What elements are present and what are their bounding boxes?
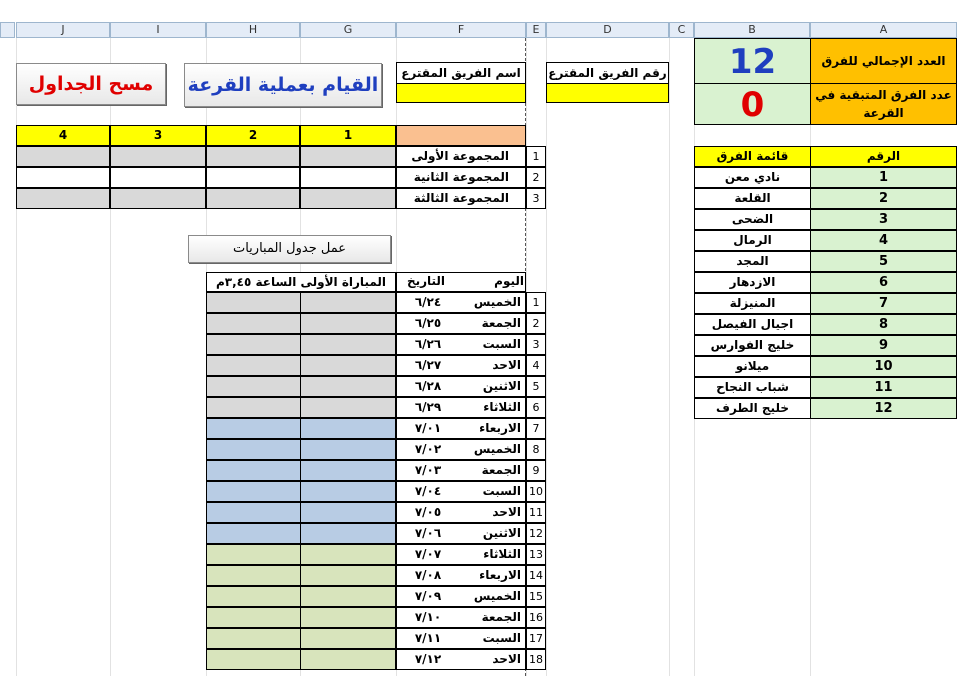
schedule-day-header: اليوم (494, 274, 524, 288)
column-header[interactable]: I (110, 22, 206, 38)
group-slot-cell[interactable] (206, 188, 300, 209)
gridline (546, 38, 547, 676)
schedule-date: ٧/٠٩ (414, 589, 442, 603)
group-header-blank (396, 125, 526, 146)
group-slot-cell[interactable] (16, 188, 110, 209)
team-name: شباب النجاح (694, 377, 811, 398)
schedule-date: ٦/٢٩ (414, 400, 442, 414)
column-header[interactable]: D (546, 22, 669, 38)
team-name-label: اسم الفريق المقترع (396, 62, 526, 84)
schedule-day: الجمعة (481, 316, 521, 330)
group-slot-cell[interactable] (110, 188, 206, 209)
team-number: 7 (810, 293, 957, 314)
match-cell[interactable] (206, 418, 301, 439)
team-name: المنيزلة (694, 293, 811, 314)
schedule-date: ٧/٠٣ (414, 463, 442, 477)
group-slot-cell[interactable] (16, 146, 110, 167)
total-teams-value[interactable]: 12 (694, 38, 811, 84)
column-header[interactable]: B (694, 22, 810, 38)
schedule-day: الثلاثاء (483, 400, 521, 414)
column-header[interactable]: E (526, 22, 546, 38)
schedule-day: الاحد (492, 505, 521, 519)
match-cell[interactable] (300, 502, 396, 523)
schedule-row-number: 6 (526, 397, 546, 418)
schedule-day: الاثنين (482, 526, 521, 540)
schedule-date: ٦/٢٤ (414, 295, 442, 309)
match-cell[interactable] (206, 523, 301, 544)
schedule-date-cell (396, 439, 526, 460)
schedule-date: ٦/٢٨ (414, 379, 442, 393)
match-cell[interactable] (206, 334, 301, 355)
schedule-date-cell (396, 418, 526, 439)
run-draw-button[interactable]: القيام بعملية القرعة (184, 63, 382, 107)
schedule-date: ٧/٠٦ (414, 526, 442, 540)
team-number: 4 (810, 230, 957, 251)
team-number-label: رقم الفريق المقترع (546, 62, 669, 84)
team-number: 10 (810, 356, 957, 377)
match-cell[interactable] (300, 481, 396, 502)
match-cell[interactable] (206, 292, 301, 313)
group-row-number: 1 (526, 146, 546, 167)
match-cell[interactable] (300, 544, 396, 565)
match-cell[interactable] (300, 649, 396, 670)
group-slot-cell[interactable] (206, 167, 300, 188)
schedule-day: الجمعة (481, 610, 521, 624)
team-name: خليج الطرف (694, 398, 811, 419)
match-cell[interactable] (206, 439, 301, 460)
schedule-day: الخميس (473, 589, 521, 603)
group-slot-cell[interactable] (300, 167, 396, 188)
team-number: 8 (810, 314, 957, 335)
group-column-header: 3 (110, 125, 206, 146)
schedule-date: ٧/٠١ (414, 421, 442, 435)
schedule-day: الجمعة (481, 463, 521, 477)
team-number: 12 (810, 398, 957, 419)
schedule-row-number: 3 (526, 334, 546, 355)
schedule-row-number: 11 (526, 502, 546, 523)
match-cell[interactable] (206, 397, 301, 418)
column-header[interactable]: A (810, 22, 957, 38)
schedule-date: ٧/٠٨ (414, 568, 442, 582)
schedule-day: الثلاثاء (483, 547, 521, 561)
match-cell[interactable] (206, 544, 301, 565)
column-header[interactable]: J (16, 22, 110, 38)
match-cell[interactable] (300, 334, 396, 355)
schedule-row-number: 10 (526, 481, 546, 502)
match-cell[interactable] (206, 460, 301, 481)
match-cell[interactable] (300, 607, 396, 628)
group-name: المجموعة الثانية (396, 167, 526, 188)
team-name: الضحى (694, 209, 811, 230)
schedule-row-number: 13 (526, 544, 546, 565)
schedule-day: الاحد (492, 358, 521, 372)
schedule-date-cell (396, 397, 526, 418)
match-cell[interactable] (300, 628, 396, 649)
schedule-row-number: 16 (526, 607, 546, 628)
schedule-date: ٦/٢٦ (414, 337, 442, 351)
teams-name-header: قائمة الفرق (694, 146, 811, 167)
match-cell[interactable] (300, 397, 396, 418)
schedule-date: ٧/٠٧ (414, 547, 442, 561)
match-cell[interactable] (300, 586, 396, 607)
team-number: 9 (810, 335, 957, 356)
schedule-date-cell (396, 292, 526, 313)
match-cell[interactable] (300, 460, 396, 481)
team-name: القلعة (694, 188, 811, 209)
schedule-row-number: 12 (526, 523, 546, 544)
group-slot-cell[interactable] (110, 146, 206, 167)
schedule-day: الاثنين (482, 379, 521, 393)
schedule-row-number: 15 (526, 586, 546, 607)
group-row-number: 3 (526, 188, 546, 209)
teams-number-header: الرقم (810, 146, 957, 167)
team-number: 5 (810, 251, 957, 272)
group-slot-cell[interactable] (206, 146, 300, 167)
team-name: الازدهار (694, 272, 811, 293)
match-cell[interactable] (206, 565, 301, 586)
column-header[interactable]: C (669, 22, 694, 38)
match-cell[interactable] (300, 355, 396, 376)
schedule-row-number: 5 (526, 376, 546, 397)
group-slot-cell[interactable] (16, 167, 110, 188)
schedule-row-number: 9 (526, 460, 546, 481)
match-cell[interactable] (300, 439, 396, 460)
group-slot-cell[interactable] (300, 188, 396, 209)
match-cell[interactable] (206, 376, 301, 397)
group-column-header: 4 (16, 125, 110, 146)
team-number-value-cell[interactable] (546, 83, 669, 103)
toolbar-area (0, 0, 957, 22)
schedule-row-number: 8 (526, 439, 546, 460)
group-row-number: 2 (526, 167, 546, 188)
column-header[interactable]: G (300, 22, 396, 38)
schedule-date-cell (396, 355, 526, 376)
schedule-date: ٧/٠٤ (414, 484, 442, 498)
team-name: ميلانو (694, 356, 811, 377)
match-cell[interactable] (300, 292, 396, 313)
schedule-date: ٦/٢٥ (414, 316, 442, 330)
schedule-row-number: 17 (526, 628, 546, 649)
remaining-teams-label: عدد الفرق المتبقية في القرعة (810, 83, 957, 125)
schedule-date-cell (396, 313, 526, 334)
schedule-date-cell (396, 460, 526, 481)
total-teams-label: العدد الإجمالي للفرق (810, 38, 957, 84)
schedule-day: السبت (482, 484, 521, 498)
team-name: نادي معن (694, 167, 811, 188)
match-cell[interactable] (206, 355, 301, 376)
group-column-header: 1 (300, 125, 396, 146)
schedule-day: السبت (482, 337, 521, 351)
match-cell[interactable] (300, 376, 396, 397)
column-header[interactable]: H (206, 22, 300, 38)
schedule-date-cell (396, 649, 526, 670)
match-cell[interactable] (206, 481, 301, 502)
team-name: الرمال (694, 230, 811, 251)
match-cell[interactable] (300, 418, 396, 439)
schedule-date: ٧/١٢ (414, 652, 442, 666)
schedule-date-cell (396, 565, 526, 586)
match-cell[interactable] (300, 523, 396, 544)
team-name: اجيال الفيصل (694, 314, 811, 335)
group-slot-cell[interactable] (300, 146, 396, 167)
schedule-date-cell (396, 586, 526, 607)
schedule-date-cell (396, 481, 526, 502)
group-slot-cell[interactable] (110, 167, 206, 188)
schedule-date-cell (396, 334, 526, 355)
match-cell[interactable] (206, 628, 301, 649)
team-name-value-cell[interactable] (396, 83, 526, 103)
match-cell[interactable] (206, 649, 301, 670)
schedule-match-header: المباراة الأولى الساعة ٣,٤٥م (206, 272, 396, 292)
schedule-row-number: 18 (526, 649, 546, 670)
group-column-header: 2 (206, 125, 300, 146)
schedule-date: ٧/٠٥ (414, 505, 442, 519)
schedule-day: الخميس (473, 442, 521, 456)
schedule-row-number: 1 (526, 292, 546, 313)
schedule-row-number: 7 (526, 418, 546, 439)
schedule-day: الاربعاء (479, 568, 521, 582)
group-name: المجموعة الأولى (396, 146, 526, 167)
team-number: 6 (810, 272, 957, 293)
select-all-corner[interactable] (0, 22, 15, 38)
schedule-row-number: 14 (526, 565, 546, 586)
schedule-day: الخميس (473, 295, 521, 309)
schedule-date-header: التاريخ (406, 274, 446, 288)
match-cell[interactable] (206, 586, 301, 607)
clear-tables-button[interactable]: مسح الجداول (16, 63, 166, 105)
match-cell[interactable] (206, 502, 301, 523)
schedule-date-cell (396, 523, 526, 544)
match-cell[interactable] (300, 313, 396, 334)
team-number: 3 (810, 209, 957, 230)
schedule-date: ٧/٠٢ (414, 442, 442, 456)
schedule-date-cell (396, 607, 526, 628)
schedule-day: الاحد (492, 652, 521, 666)
group-name: المجموعة الثالثة (396, 188, 526, 209)
schedule-date: ٦/٢٧ (414, 358, 442, 372)
remaining-teams-value[interactable]: 0 (694, 83, 811, 125)
match-cell[interactable] (206, 607, 301, 628)
match-cell[interactable] (206, 313, 301, 334)
schedule-row-number: 4 (526, 355, 546, 376)
schedule-date: ٧/١٠ (414, 610, 442, 624)
schedule-date-cell (396, 502, 526, 523)
team-name: المجد (694, 251, 811, 272)
schedule-day: الاربعاء (479, 421, 521, 435)
team-number: 1 (810, 167, 957, 188)
team-number: 11 (810, 377, 957, 398)
schedule-date: ٧/١١ (414, 631, 442, 645)
schedule-date-cell (396, 376, 526, 397)
schedule-day: السبت (482, 631, 521, 645)
team-number: 2 (810, 188, 957, 209)
make-schedule-button[interactable]: عمل جدول المباريات (188, 235, 391, 263)
schedule-row-number: 2 (526, 313, 546, 334)
team-name: خليج الفوارس (694, 335, 811, 356)
schedule-date-cell (396, 544, 526, 565)
schedule-date-cell (396, 628, 526, 649)
match-cell[interactable] (300, 565, 396, 586)
column-header[interactable]: F (396, 22, 526, 38)
gridline (669, 38, 670, 676)
